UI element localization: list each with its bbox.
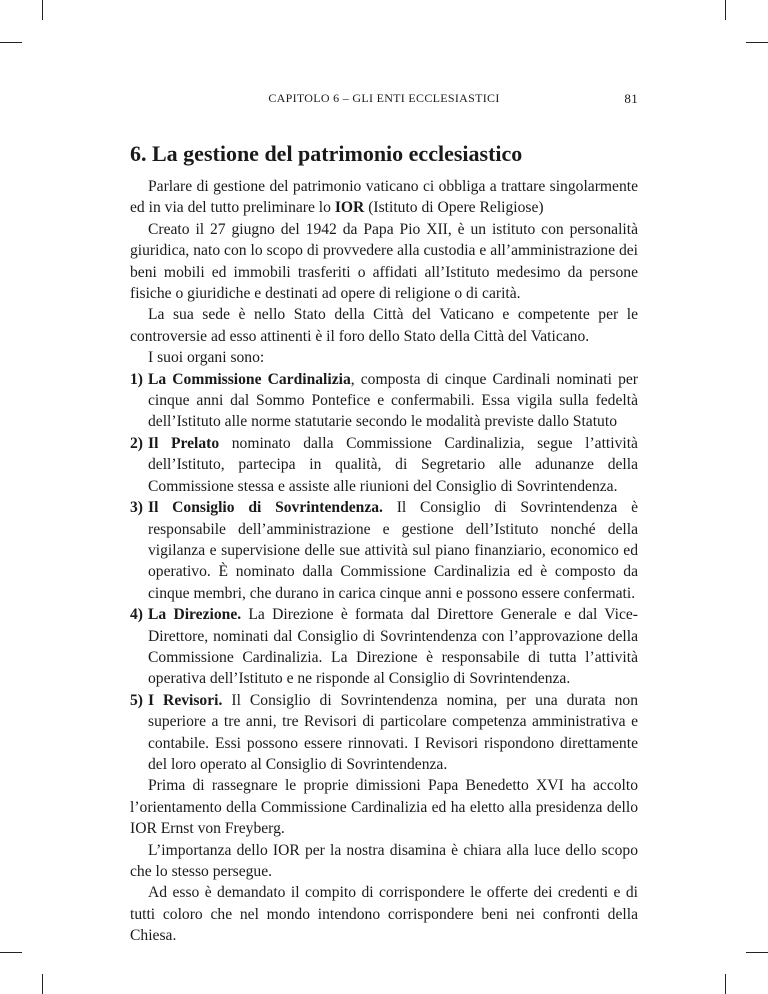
list-number: 4)	[130, 606, 143, 624]
body-text	[130, 176, 638, 947]
ior-term: IOR	[334, 199, 365, 217]
crop-mark-bottom-right-h	[746, 952, 768, 953]
crop-mark-top-left-h	[0, 42, 22, 43]
closing-paragraph-2: L’importanza dello IOR per la nostra disamina è chiara alla luce dello scopo che lo stesso persegue.	[130, 841, 638, 880]
intro-paragraph-4: I suoi organi sono:	[148, 349, 265, 367]
list-item	[130, 690, 638, 776]
organs-list	[130, 369, 638, 776]
list-term: La Commissione Cardinalizia	[148, 370, 351, 388]
list-term: La Direzione.	[148, 606, 242, 624]
intro-paragraph-2: Creato il 27 giugno del 1942 da Papa Pio XII, è un istituto con personalità giuridica, nato con lo scopo di provvedere alla custodia e all’amministrazione dei beni mobili ed immobili trasferiti o affidati all’Istituto medesimo da persone fisiche o giuridiche e destinati ad opere di religione o di carità.	[130, 220, 638, 303]
list-text: Il Consiglio di Sovrintendenza nomina, per una durata non superiore a tre anni, tre Revisori di particolare competenza amministrativa e contabile. Essi possono essere rinnovati. I Revisori rispondono direttamente del loro operato al Consiglio di Sovrintendenza.	[148, 691, 639, 773]
list-term: Il Consiglio di Sovrintendenza.	[148, 499, 383, 517]
list-number: 3)	[130, 499, 143, 517]
crop-mark-bottom-left	[42, 974, 43, 994]
list-number: 5)	[130, 691, 143, 709]
running-title: CAPITOLO 6 – GLI ENTI ECCLESIASTICI	[268, 91, 500, 105]
list-number: 2)	[130, 434, 143, 452]
list-text: nominato dalla Commissione Cardinalizia, segue l’attività dell’Istituto, partecipa in qualità, di Segretario alle adunanze della Commissione stessa e assiste alle riunioni del Consiglio di Sovrintendenza.	[148, 434, 638, 495]
list-term: Il Prelato	[148, 434, 220, 452]
crop-mark-bottom-right	[725, 974, 726, 994]
intro-text-after: (Istituto di Opere Religiose)	[364, 199, 544, 217]
list-text: , composta di cinque Cardinali nominati per cinque anni dal Sommo Pontefice e confermabili. Essa vigila sulla fedeltà dell’Istituto alle norme statutarie secondo le modalità previste dallo Statuto	[148, 370, 638, 431]
crop-mark-top-right-h	[746, 42, 768, 43]
page-number: 81	[624, 91, 638, 106]
running-header	[130, 91, 638, 107]
list-item	[130, 433, 638, 497]
list-item	[130, 497, 638, 604]
list-number: 1)	[130, 370, 143, 388]
intro-paragraph-1	[130, 176, 638, 219]
crop-mark-bottom-left-h	[0, 952, 22, 953]
crop-mark-top-left	[42, 0, 43, 20]
list-item	[130, 369, 638, 433]
list-text: Il Consiglio di Sovrintendenza è responsabile dell’amministrazione e gestione dell’Istituto nonché della vigilanza e supervisione delle sue attività sul piano finanziario, economico ed operativo. È nominato dalla Commissione Cardinalizia ed è composto da cinque membri, che durano in carica cinque anni e possono essere confermati.	[148, 499, 638, 602]
list-item	[130, 604, 638, 690]
closing-paragraph-1: Prima di rassegnare le proprie dimissioni Papa Benedetto XVI ha accolto l’orientamento della Commissione Cardinalizia ed ha eletto alla presidenza dello IOR Ernst von Freyberg.	[130, 777, 638, 838]
intro-paragraph-3: La sua sede è nello Stato della Città del Vaticano e competente per le controversie ad esso attinenti è il foro dello Stato della Città del Vaticano.	[130, 306, 638, 345]
crop-mark-top-right	[725, 0, 726, 20]
list-text: La Direzione è formata dal Direttore Generale e dal Vice-Direttore, nominati dal Consiglio di Sovrintendenza con l’approvazione della Commissione Cardinalizia. La Direzione è responsabile di tutta l’attività operativa dell’Istituto e ne risponde al Consiglio di Sovrintendenza.	[148, 606, 638, 688]
closing-paragraph-3: Ad esso è demandato il compito di corrispondere le offerte dei credenti e di tutti coloro che nel mondo intendono corrispondere beni nei confronti della Chiesa.	[130, 884, 638, 945]
intro-text: Parlare di gestione del patrimonio vaticano ci obbliga a trattare singolarmente ed in via del tutto preliminare lo	[130, 178, 638, 217]
list-term: I Revisori.	[148, 691, 223, 709]
section-heading: 6. La gestione del patrimonio ecclesiastico	[130, 141, 523, 166]
